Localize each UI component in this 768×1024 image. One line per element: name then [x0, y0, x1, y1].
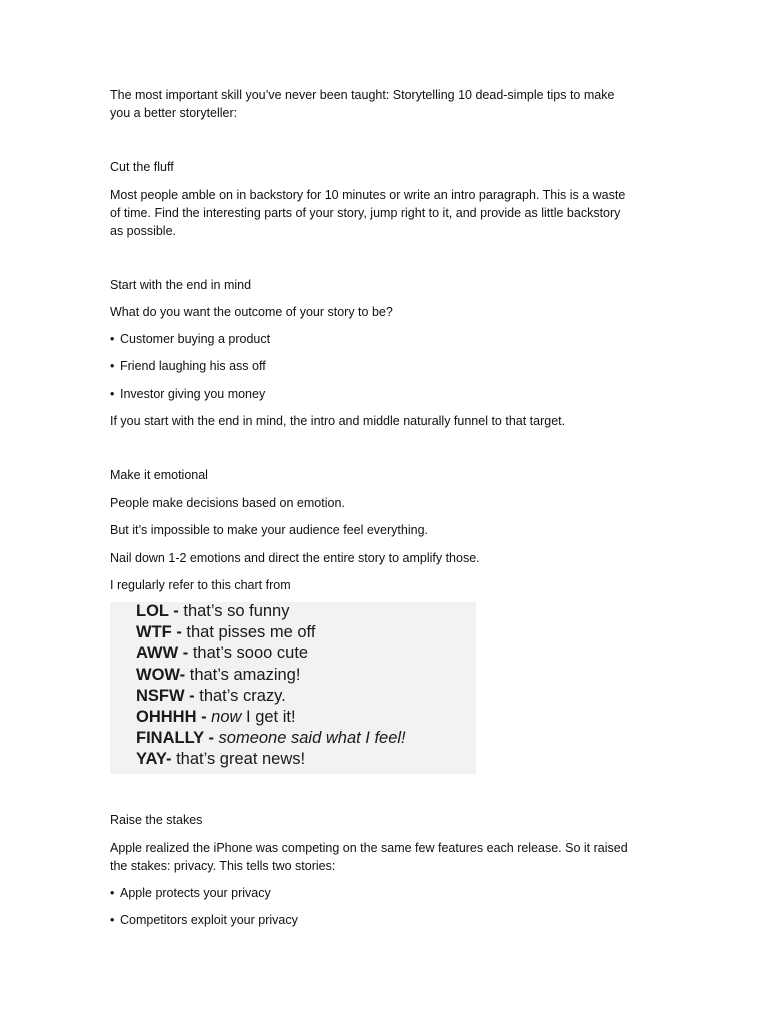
emotion-chart-row: [136, 707, 476, 728]
emotion-emphasis: now: [211, 707, 242, 726]
intro-line: The most important skill you’ve never been taught: Storytelling 10 dead-simple tips to make: [110, 88, 615, 102]
emotion-separator: -: [171, 623, 187, 642]
paragraph-line: I regularly refer to this chart from: [110, 578, 291, 592]
emotion-chart-row: [136, 749, 476, 770]
bullet-icon: •: [110, 359, 115, 373]
list-item: [110, 357, 650, 375]
emotion-key: WTF: [136, 623, 172, 642]
emotion-key: LOL: [136, 602, 169, 620]
emotion-key: NSFW: [136, 686, 185, 705]
emotion-chart-row: [136, 686, 476, 707]
paragraph-line: If you start with the end in mind, the intro and middle naturally funnel to that target.: [110, 414, 566, 428]
list-item: [110, 884, 650, 902]
intro-line: you a better storyteller:: [110, 106, 238, 120]
emotion-separator: -: [184, 686, 200, 705]
emotion-meaning: that’s sooo cute: [192, 644, 309, 663]
paragraph-line: Most people amble on in backstory for 10 minutes or write an intro paragraph. This is a waste: [110, 188, 626, 202]
emotion-emphasis: someone said what I feel!: [218, 729, 406, 748]
paragraph-line: as possible.: [110, 224, 177, 238]
emotion-key: WOW-: [136, 665, 186, 684]
bullet-icon: •: [110, 913, 115, 927]
bullet-icon: •: [110, 387, 115, 401]
emotion-chart-row: [136, 728, 476, 749]
emotion-meaning: that’s crazy.: [199, 686, 286, 705]
list-item: [110, 385, 650, 403]
section-heading: Raise the stakes: [110, 813, 203, 827]
list-item: [110, 330, 650, 348]
emotion-meaning: I get it!: [241, 707, 296, 726]
emotion-chart-row: [136, 601, 476, 622]
emotion-key: FINALLY: [136, 729, 204, 748]
paragraph-line: Nail down 1-2 emotions and direct the entire story to amplify those.: [110, 551, 480, 565]
bullet-icon: •: [110, 332, 115, 346]
list-item-text: Investor giving you money: [120, 387, 266, 401]
paragraph-line: But it’s impossible to make your audience feel everything.: [110, 523, 428, 537]
list-item-text: Customer buying a product: [120, 332, 271, 346]
emotion-separator: -: [178, 644, 193, 663]
paragraph-line: of time. Find the interesting parts of your story, jump right to it, and provide as little backstory: [110, 206, 621, 220]
list-item-text: Friend laughing his ass off: [120, 359, 266, 373]
emotion-key: OHHHH: [136, 707, 197, 726]
list-item: [110, 911, 650, 929]
emotion-meaning: that’s so funny: [183, 602, 290, 620]
bullet-icon: •: [110, 886, 115, 900]
emotion-meaning: that’s amazing!: [189, 665, 301, 684]
emotion-chart-row: [136, 665, 476, 686]
section-heading: Start with the end in mind: [110, 278, 252, 292]
emotion-chart-row: [136, 622, 476, 643]
paragraph-line: Apple realized the iPhone was competing on the same few features each release. So it raised: [110, 841, 628, 855]
emotion-chart-image: [110, 602, 476, 774]
emotion-key: YAY-: [136, 750, 172, 769]
emotion-meaning: that pisses me off: [186, 623, 316, 642]
section-heading: Cut the fluff: [110, 160, 174, 174]
emotion-chart-row: [136, 643, 476, 664]
paragraph-line: What do you want the outcome of your story to be?: [110, 305, 393, 319]
emotion-separator: -: [168, 602, 184, 620]
emotion-separator: -: [203, 729, 219, 748]
emotion-separator: -: [196, 707, 212, 726]
section-heading: Make it emotional: [110, 468, 208, 482]
emotion-meaning: that’s great news!: [176, 750, 306, 769]
paragraph-line: People make decisions based on emotion.: [110, 496, 345, 510]
paragraph-line: the stakes: privacy. This tells two stories:: [110, 859, 336, 873]
list-item-text: Competitors exploit your privacy: [120, 913, 298, 927]
list-item-text: Apple protects your privacy: [120, 886, 271, 900]
emotion-key: AWW: [136, 644, 179, 663]
